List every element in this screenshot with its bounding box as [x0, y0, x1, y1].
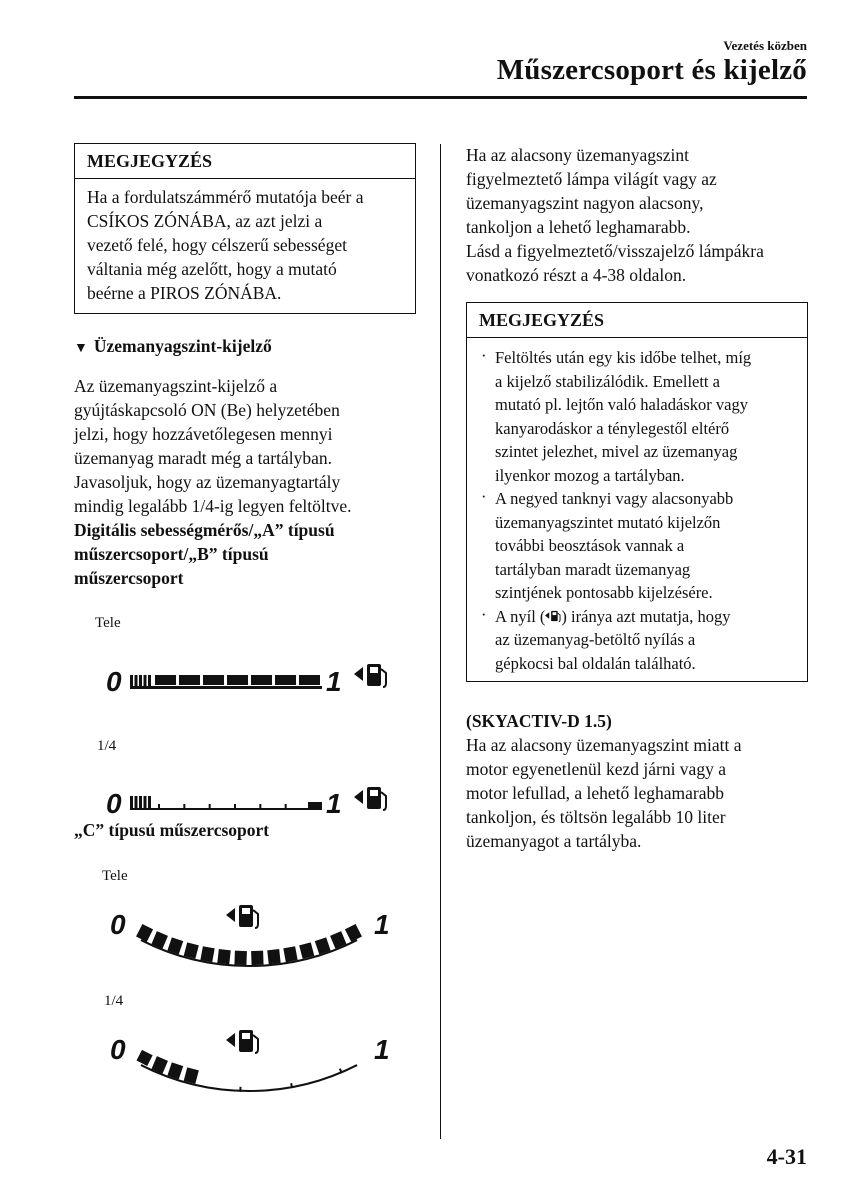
intro-line: Az üzemanyagszint-kijelző a [74, 376, 278, 396]
note-heading: MEGJEGYZÉS [75, 144, 415, 179]
gauge-max-label: 1 [326, 666, 342, 697]
list-item [479, 487, 799, 605]
fuel-pump-left-arrow-icon [545, 609, 561, 623]
gauge-bar [227, 675, 248, 685]
gauge-baseline [130, 686, 322, 689]
linear-fuel-gauge-full [104, 655, 404, 700]
gauge-bar [217, 949, 230, 964]
type-ab-heading: Digitális sebességmérős/„A” típusú [74, 520, 335, 540]
gauge-bar [179, 675, 200, 685]
gauge-bar [139, 796, 142, 810]
fuel-pump-left-arrow-icon [226, 905, 258, 928]
skyactiv-line: motor egyenetlenül kezd járni vagy a [466, 759, 726, 779]
gauge-bar [130, 796, 133, 810]
note-line: Feltöltés után egy kis időbe telhet, míg [495, 348, 752, 367]
gauge-baseline [130, 808, 322, 810]
gauge-bar [135, 796, 138, 810]
warning-line: üzemanyagszint nagyon alacsony, [466, 193, 704, 213]
list-item [479, 346, 799, 487]
note-line [495, 605, 799, 629]
gauge-min-label: 0 [106, 788, 122, 819]
note-line: ilyenkor mozog a tartályban. [495, 465, 685, 485]
note-line: vezető felé, hogy célszerű sebességet [87, 235, 347, 255]
gauge-bar [299, 942, 314, 959]
fuel-gauge-intro [74, 374, 419, 590]
list-item [479, 605, 799, 676]
gauge-max-label: 1 [374, 1034, 390, 1065]
note-line: váltania még azelőtt, hogy a mutató [87, 259, 337, 279]
gauge-bar [234, 951, 246, 965]
gauge-min-label: 0 [110, 1034, 126, 1065]
intro-line: gyújtáskapcsoló ON (Be) helyzetében [74, 400, 340, 420]
note-line: mutató pl. lejtőn való haladáskor vagy [495, 395, 748, 414]
gauge-bar [200, 946, 214, 962]
warning-line: figyelmeztető lámpa világít vagy az [466, 169, 717, 189]
column-divider [440, 144, 441, 1139]
skyactiv-heading: (SKYACTIV-D 1.5) [466, 711, 612, 731]
gauge-bar [251, 951, 263, 965]
fuel-pump-left-arrow-icon [226, 1030, 258, 1053]
gauge-segments [130, 675, 322, 689]
gauge-max-label: 1 [326, 788, 342, 819]
type-ab-heading: műszercsoport [74, 568, 184, 588]
gauge-bar [148, 796, 151, 810]
gauge-label-full: Tele [95, 615, 121, 631]
gauge-bar [144, 796, 147, 810]
skyactiv-line: Ha az alacsony üzemanyagszint miatt a [466, 735, 742, 755]
warning-line: vonatkozó részt a 4-38 oldalon. [466, 265, 687, 285]
note-line: tartályban maradt üzemanyag [495, 559, 691, 579]
gauge-min-label: 0 [106, 666, 122, 697]
gauge-label-quarter: 1/4 [104, 993, 124, 1009]
gauge-label-full: Tele [102, 868, 128, 884]
type-ab-heading: műszercsoport/„B” típusú [74, 544, 269, 564]
warning-line: Ha az alacsony üzemanyagszint [466, 145, 690, 165]
gauge-max-label: 1 [374, 909, 390, 940]
gauge-bar [267, 949, 280, 964]
note-line: A negyed tanknyi vagy alacsonyabb [495, 489, 734, 508]
fuel-gauge-note-box [466, 302, 808, 682]
gauge-segments [136, 924, 362, 966]
arc-fuel-gauge-quarter [104, 1023, 404, 1098]
type-c-heading: „C” típusú műszercsoport [74, 820, 270, 840]
gauge-bar [283, 946, 297, 962]
section-label: Vezetés közben [723, 38, 807, 53]
note-line: a kijelző stabilizálódik. Emellett a [495, 371, 720, 391]
note-line: kanyarodáskor a ténylegestől eltérő [495, 418, 730, 438]
note-line: további beosztások vannak a [495, 536, 685, 555]
gauge-bar [184, 1067, 199, 1084]
subheading-text: Üzemanyagszint-kijelző [93, 336, 272, 356]
skyactiv-line: tankoljon, és töltsön legalább 10 liter [466, 807, 726, 827]
note-line: CSÍKOS ZÓNÁBA, az azt jelzi a [87, 211, 323, 231]
gauge-min-label: 0 [110, 909, 126, 940]
bullet-icon: · [481, 346, 487, 365]
gauge-bar [203, 675, 224, 685]
note-text: A nyíl ( [495, 606, 546, 626]
gauge-segments [130, 796, 322, 810]
arc-fuel-gauge-full [104, 898, 404, 973]
page-title: Műszercsoport és kijelző [496, 54, 807, 86]
header-rule [74, 96, 807, 99]
intro-line: mindig legalább 1/4-ig legyen feltöltve. [74, 496, 352, 516]
gauge-label-quarter: 1/4 [97, 738, 117, 754]
gauge-bar [184, 942, 199, 959]
gauge-segments [137, 1050, 358, 1092]
note-heading: MEGJEGYZÉS [467, 303, 807, 338]
bullet-icon: · [481, 604, 487, 624]
note-line: gépkocsi bal oldalán található. [495, 653, 696, 673]
fuel-pump-left-arrow-icon [354, 664, 386, 687]
note-line: az üzemanyag-betöltő nyílás a [495, 630, 696, 649]
intro-line: jelzi, hogy hozzávetőlegesen mennyi [74, 424, 333, 444]
note-line: szintjének pontosabb kijelzésére. [495, 583, 713, 602]
page-number: 4-31 [766, 1144, 807, 1169]
bullet-icon: · [481, 487, 487, 506]
warning-line: tankoljon a lehető leghamarabb. [466, 217, 691, 237]
fuel-pump-left-arrow-icon [354, 787, 386, 810]
skyactiv-section [466, 709, 811, 853]
warning-line: Lásd a figyelmeztető/visszajelző lámpákra [466, 241, 764, 261]
gauge-bar [251, 675, 272, 685]
fuel-gauge-subheading [74, 336, 272, 357]
gauge-bar [275, 675, 296, 685]
intro-line: üzemanyag maradt még a tartályban. [74, 448, 333, 468]
note-list [467, 338, 807, 681]
note-line: szintet jelezhet, mivel az üzemanyag [495, 442, 738, 461]
gauge-bar [155, 675, 176, 685]
gauge-bar [136, 924, 153, 942]
intro-line: Javasoljuk, hogy az üzemanyagtartály [74, 472, 341, 492]
note-line: beérne a PIROS ZÓNÁBA. [87, 283, 282, 303]
note-line: üzemanyagszintet mutató kijelzőn [495, 512, 721, 532]
note-text: ) iránya azt mutatja, hogy [561, 606, 731, 626]
tachometer-note-box [74, 143, 416, 314]
skyactiv-line: üzemanyagot a tartályba. [466, 831, 642, 851]
triangle-bullet-icon: ▼ [74, 341, 88, 356]
gauge-bar [299, 675, 320, 685]
note-body [75, 179, 415, 313]
gauge-bar [345, 924, 362, 942]
low-fuel-warning-text [466, 143, 811, 287]
skyactiv-line: motor lefullad, a lehető leghamarabb [466, 783, 725, 803]
gauge-bar [137, 1050, 153, 1066]
note-line: Ha a fordulatszámmérő mutatója beér a [87, 187, 364, 207]
